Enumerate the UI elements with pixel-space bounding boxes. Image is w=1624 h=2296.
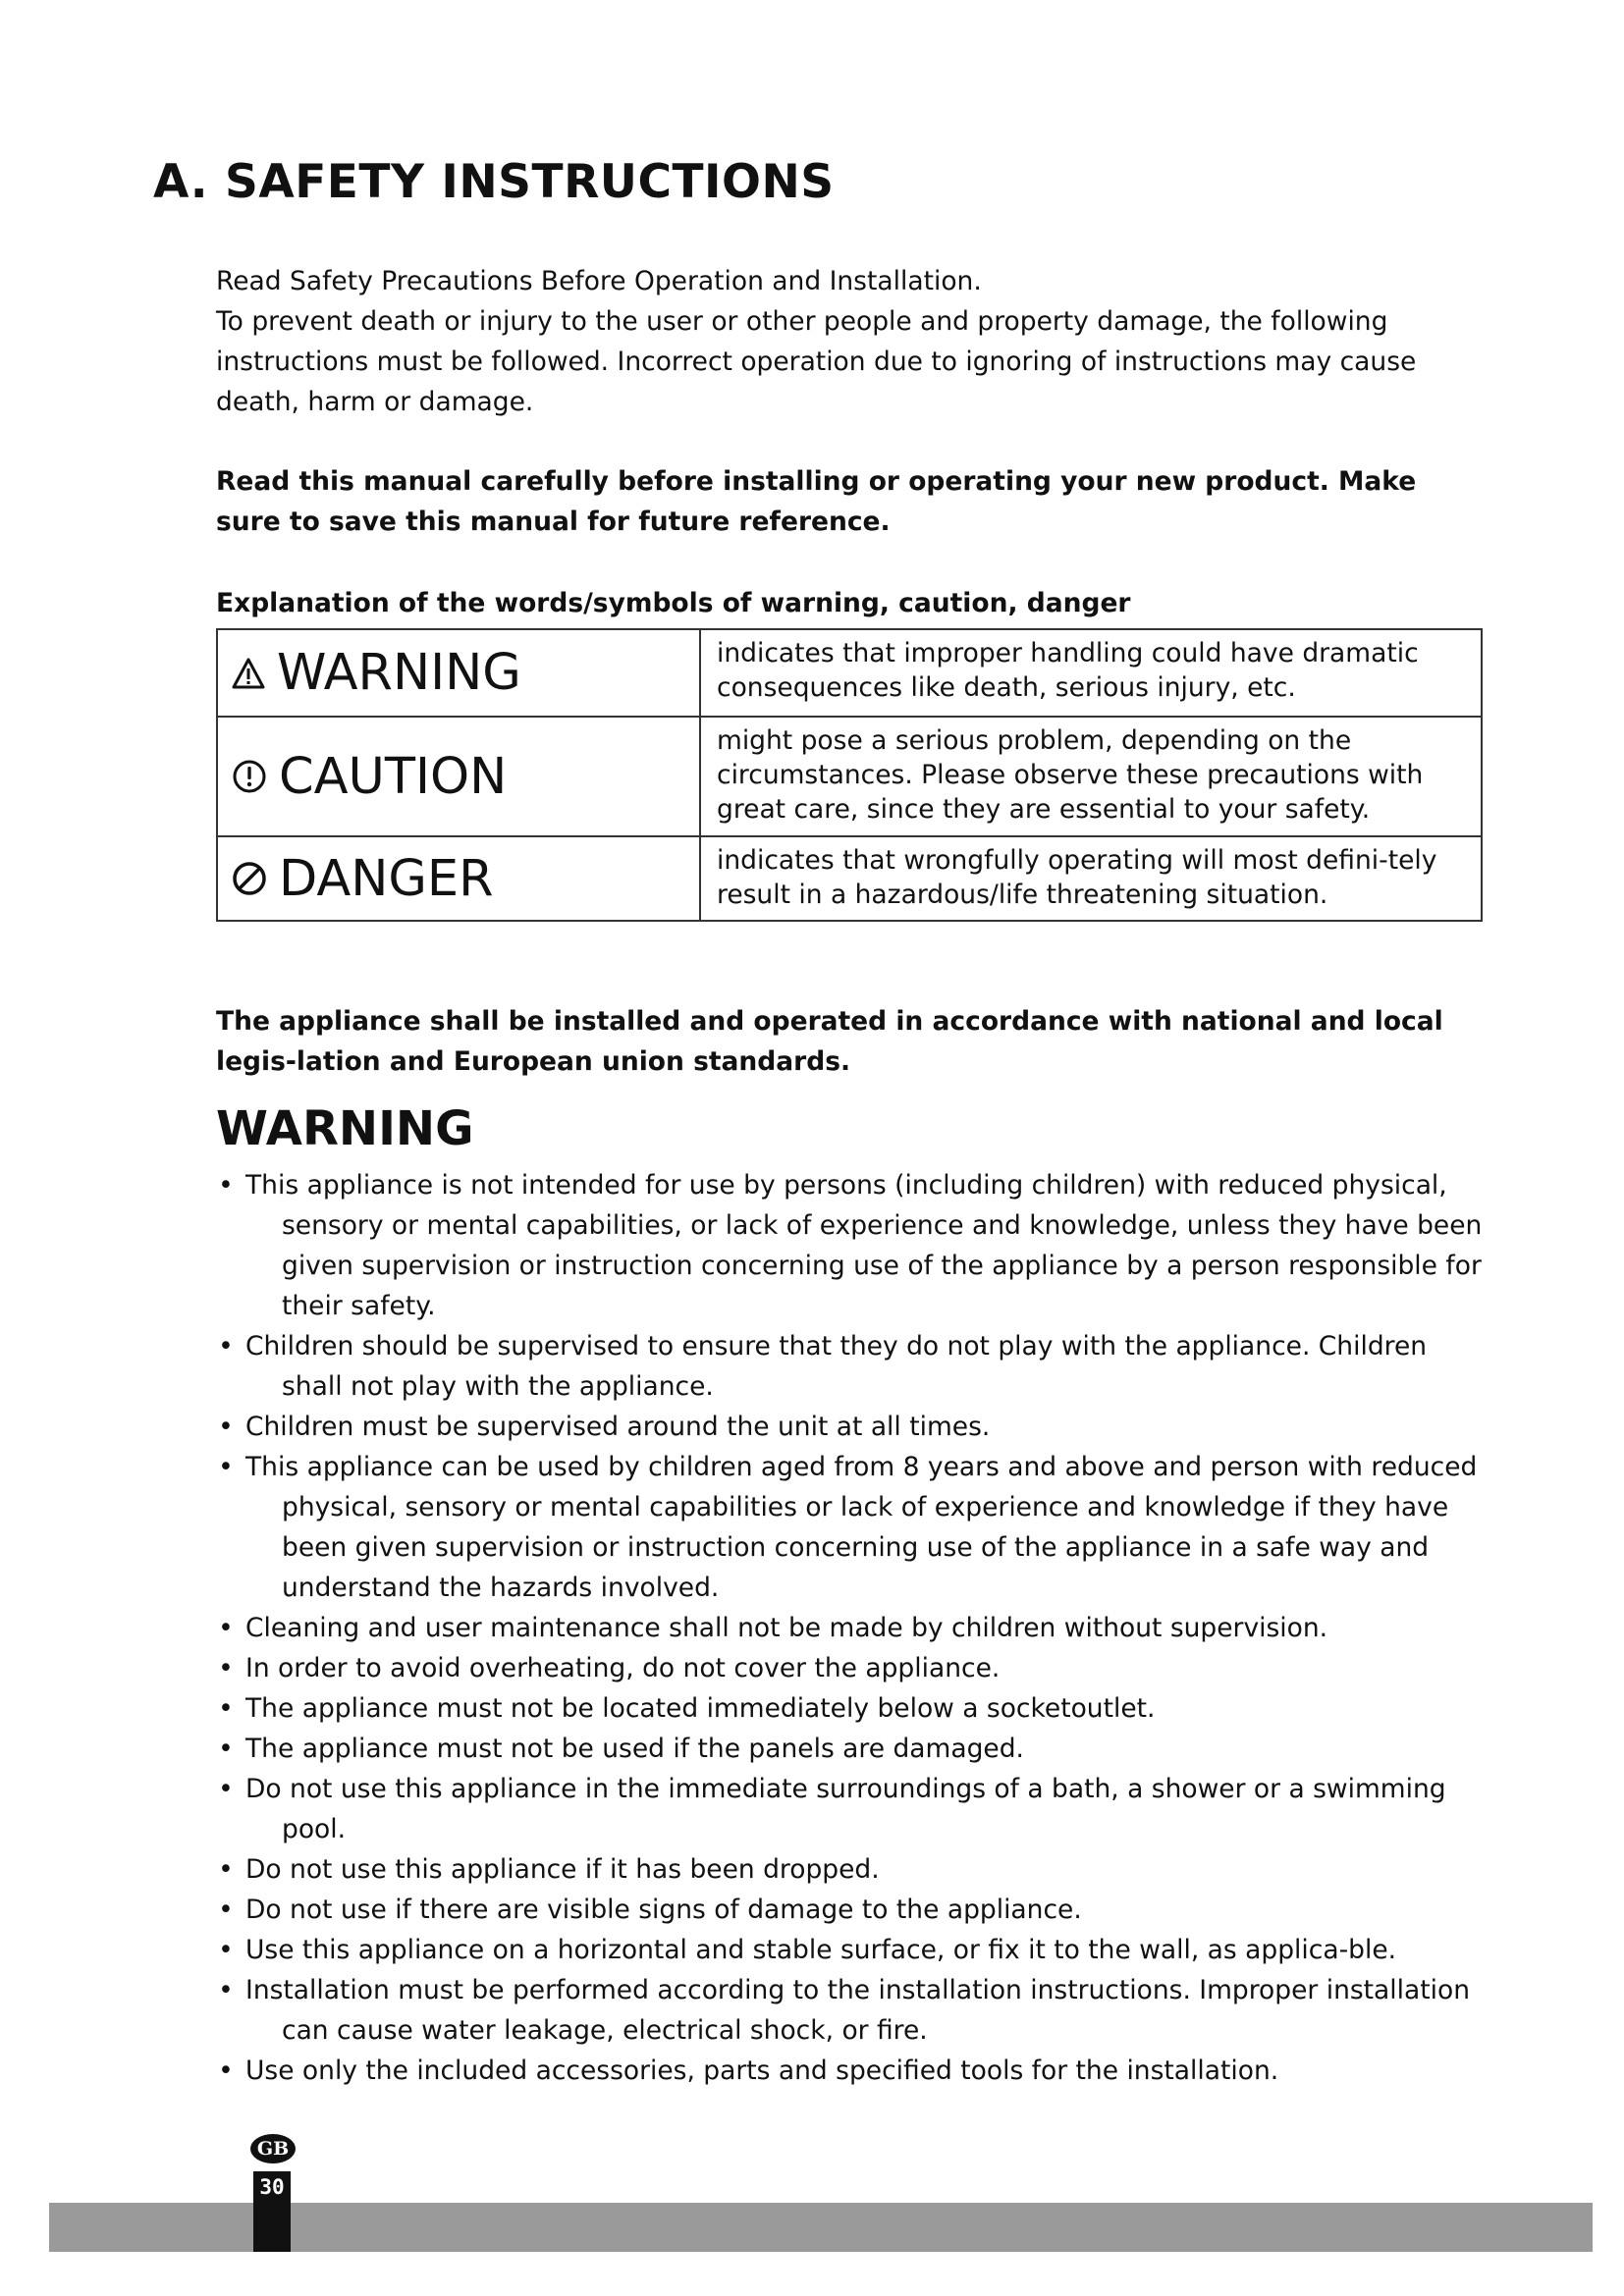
- legal-note: The appliance shall be installed and operated in accordance with national and local legis-lation and European union standards.: [216, 1006, 1443, 1077]
- list-item: • Do not use this appliance in the immediate surroundings of a bath, a shower or a swimming pool.: [216, 1769, 1483, 1849]
- list-item: • Children must be supervised around the unit at all times.: [216, 1407, 1483, 1447]
- list-item: • Do not use this appliance if it has been dropped.: [216, 1849, 1483, 1890]
- bullet-icon: •: [218, 1734, 234, 1764]
- bullet-icon: •: [218, 1653, 234, 1683]
- intro-line: Read Safety Precautions Before Operation and Installation.: [216, 266, 982, 296]
- bullet-icon: •: [218, 1613, 234, 1643]
- page-title: A. SAFETY INSTRUCTIONS: [153, 155, 835, 209]
- list-item: • Children should be supervised to ensure that they do not play with the appliance. Children shall not play with the appliance.: [216, 1326, 1483, 1407]
- bullet-icon: •: [218, 1975, 234, 2005]
- bullet-icon: •: [218, 1693, 234, 1724]
- list-item: • The appliance must not be used if the panels are damaged.: [216, 1729, 1483, 1769]
- symbol-description: might pose a serious problem, depending on the circumstances. Please observe these precautions with great care, since they are essential to your safety.: [700, 717, 1482, 836]
- intro-paragraph: To prevent death or injury to the user or other people and property damage, the following instructions must be followed. Incorrect operation due to ignoring of instructions may cause death, harm or damage.: [216, 306, 1417, 417]
- list-item: • In order to avoid overheating, do not cover the appliance.: [216, 1648, 1483, 1688]
- bullet-icon: •: [218, 1854, 234, 1885]
- bullet-icon: •: [218, 1412, 234, 1442]
- language-badge: GB: [250, 2134, 296, 2163]
- bullet-icon: •: [218, 1895, 234, 1925]
- manual-reference-note: Read this manual carefully before installing or operating your new product. Make sure to save this manual for future reference.: [216, 466, 1417, 537]
- list-item: • This appliance can be used by children aged from 8 years and above and person with reduced physical, sensory or mental capabilities or lack of experience and knowledge if they have been given supervision or instruction concerning use of the appliance in a safe way and understand the hazards involved.: [216, 1447, 1483, 1608]
- list-item: • Do not use if there are visible signs of damage to the appliance.: [216, 1890, 1483, 1930]
- warning-heading: WARNING: [216, 1101, 474, 1156]
- warning-list: [216, 1165, 1483, 2091]
- list-item: • Use only the included accessories, parts and specified tools for the installation.: [216, 2051, 1483, 2091]
- bullet-icon: •: [218, 1331, 234, 1362]
- symbol-label: DANGER: [279, 849, 494, 908]
- symbol-legend-table: [216, 628, 1483, 922]
- symbol-description: indicates that wrongfully operating will most defini-tely result in a hazardous/life threatening situation.: [700, 836, 1482, 921]
- bullet-icon: •: [218, 1452, 234, 1482]
- symbol-label: WARNING: [277, 644, 521, 702]
- caution-exclamation-icon: [232, 759, 267, 794]
- list-item: • Installation must be performed according to the installation instructions. Improper installation can cause water leakage, electrical shock, or fire.: [216, 1970, 1483, 2051]
- bullet-icon: •: [218, 2056, 234, 2086]
- bullet-icon: •: [218, 1935, 234, 1965]
- list-item: • The appliance must not be located immediately below a socketoutlet.: [216, 1688, 1483, 1729]
- bullet-icon: •: [218, 1170, 234, 1201]
- list-item: • This appliance is not intended for use by persons (including children) with reduced physical, sensory or mental capabilities, or lack of experience and knowledge, unless they have been given supervision or instruction concerning use of the appliance by a person responsible for their safety.: [216, 1165, 1483, 1326]
- intro-text: [216, 261, 1492, 422]
- explanation-heading: Explanation of the words/symbols of warning, caution, danger: [216, 588, 1131, 618]
- warning-triangle-icon: [232, 657, 265, 690]
- prohibited-icon: [232, 861, 267, 896]
- symbol-row-caution: [217, 717, 1482, 836]
- bullet-icon: •: [218, 1774, 234, 1804]
- symbol-label: CAUTION: [279, 747, 508, 806]
- symbol-row-danger: [217, 836, 1482, 921]
- symbol-description: indicates that improper handling could have dramatic consequences like death, serious injury, etc.: [700, 629, 1482, 717]
- symbol-row-warning: [217, 629, 1482, 717]
- list-item: • Cleaning and user maintenance shall not be made by children without supervision.: [216, 1608, 1483, 1648]
- list-item: • Use this appliance on a horizontal and stable surface, or fix it to the wall, as applica-ble.: [216, 1930, 1483, 1970]
- page-number: 30: [259, 2175, 285, 2199]
